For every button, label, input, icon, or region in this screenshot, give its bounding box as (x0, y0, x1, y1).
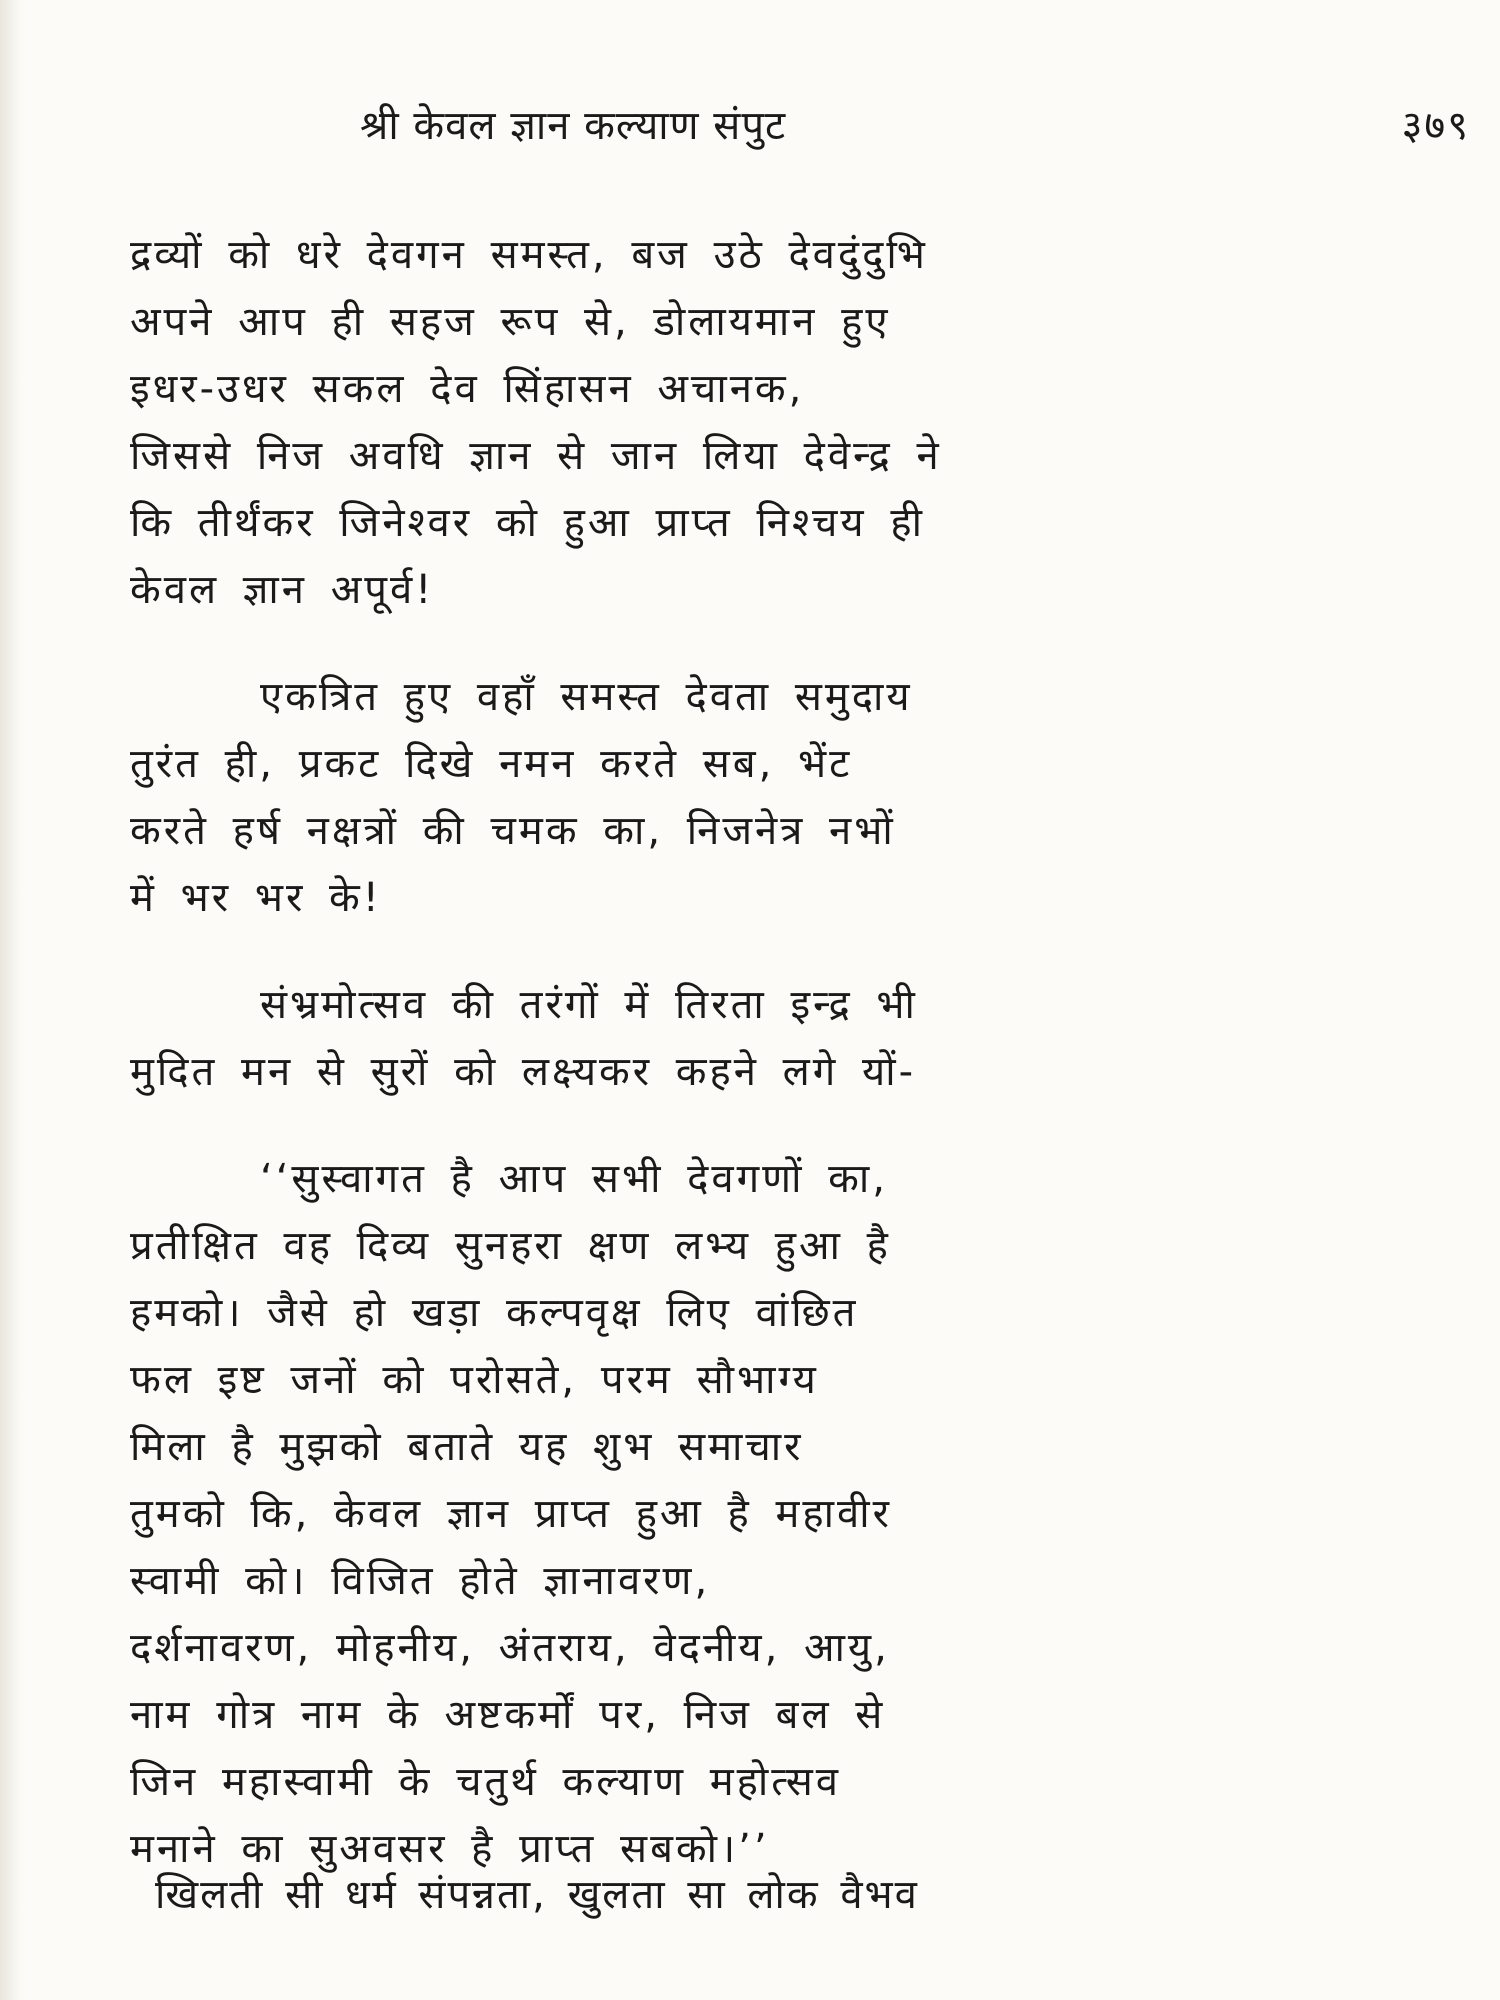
text-line: करते हर्ष नक्षत्रों की चमक का, निजनेत्र नभों (130, 808, 896, 854)
paragraph-1 (130, 222, 1220, 624)
paragraph-4 (130, 1146, 1220, 1883)
running-header-title: श्री केवल ज्ञान कल्याण संपुट (360, 103, 787, 149)
text-line: मुदित मन से सुरों को लक्ष्यकर कहने लगे यों- (130, 1049, 917, 1095)
paragraph-3 (130, 972, 1220, 1106)
binding-shadow (0, 0, 22, 2000)
text-line: संभ्रमोत्सव की तरंगों में तिरता इन्द्र भी (260, 982, 918, 1028)
text-line: मनाने का सुअवसर है प्राप्त सबको।’’ (130, 1826, 770, 1872)
text-line: दर्शनावरण, मोहनीय, अंतराय, वेदनीय, आयु, (130, 1625, 890, 1671)
paragraph-2 (130, 664, 1220, 932)
text-line: में भर भर के! (130, 875, 382, 921)
text-line: हमको। जैसे हो खड़ा कल्पवृक्ष लिए वांछित (130, 1290, 859, 1336)
text-line: नाम गोत्र नाम के अष्टकर्मों पर, निज बल से (130, 1692, 886, 1738)
text-line: अपने आप ही सहज रूप से, डोलायमान हुए (130, 299, 891, 345)
text-line: द्रव्यों को धरे देवगन समस्त, बज उठे देवदुंदुभि (130, 232, 928, 278)
text-line: जिन महास्वामी के चतुर्थ कल्याण महोत्सव (130, 1759, 841, 1805)
text-line: एकत्रित हुए वहाँ समस्त देवता समुदाय (260, 674, 913, 720)
text-line: इधर-उधर सकल देव सिंहासन अचानक, (130, 366, 805, 412)
text-line: ‘‘सुस्वागत है आप सभी देवगणों का, (260, 1156, 888, 1202)
page-number: ३७९ (1401, 103, 1470, 149)
footer-caption: खिलती सी धर्म संपन्नता, खुलता सा लोक वैभव (155, 1872, 919, 1918)
body-text (130, 222, 1220, 1923)
text-line: तुरंत ही, प्रकट दिखे नमन करते सब, भेंट (130, 741, 853, 787)
text-line: जिससे निज अवधि ज्ञान से जान लिया देवेन्द्र ने (130, 433, 942, 479)
text-line: फल इष्ट जनों को परोसते, परम सौभाग्य (130, 1357, 819, 1403)
text-line: स्वामी को। विजित होते ज्ञानावरण, (130, 1558, 711, 1604)
text-line: तुमको कि, केवल ज्ञान प्राप्त हुआ है महावीर (130, 1491, 892, 1537)
text-line: कि तीर्थंकर जिनेश्वर को हुआ प्राप्त निश्चय ही (130, 500, 925, 546)
text-line: मिला है मुझको बताते यह शुभ समाचार (130, 1424, 804, 1470)
text-line: केवल ज्ञान अपूर्व! (130, 567, 435, 613)
text-line: प्रतीक्षित वह दिव्य सुनहरा क्षण लभ्य हुआ है (130, 1223, 891, 1269)
